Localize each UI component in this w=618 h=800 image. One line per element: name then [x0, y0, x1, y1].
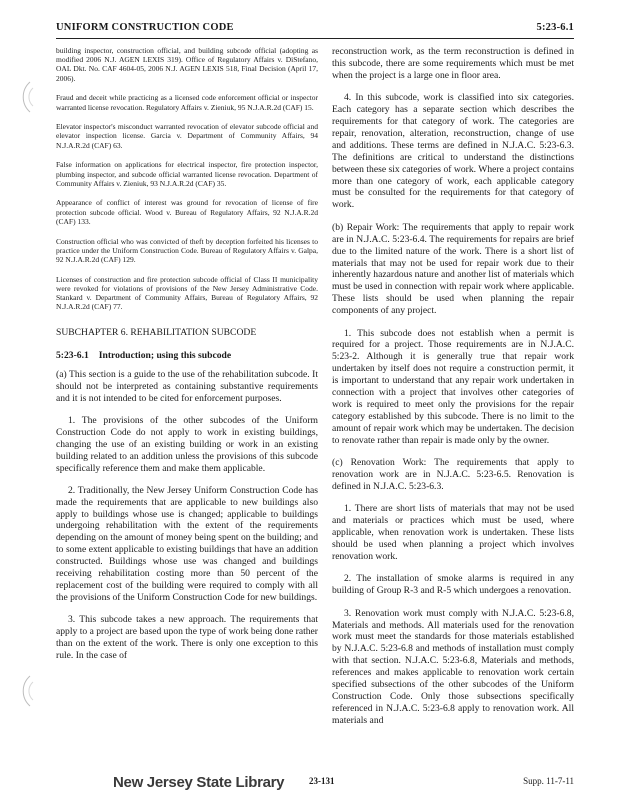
case-annotation: building inspector, construction official, and building subcode official (adopting as modified 2006 N.J. AGEN LEXIS 319). Office of Regulatory Affairs v. DiStefano, OAL Dkt. No. CAF 4604-05, 2006 N.J. AGEN LEXIS 518, Final Decision (April 17, 2006). [56, 46, 318, 83]
page-number: 23-131 [309, 776, 335, 786]
left-column [56, 46, 318, 671]
binder-hole-marks [0, 0, 40, 800]
body-paragraph: reconstruction work, as the term reconstruction is defined in this subcode, there are some requirements which must be met when the project is a large one in floor area. [332, 46, 574, 81]
body-paragraph: 3. Renovation work must comply with N.J.A.C. 5:23-6.8, Materials and methods. All materials used for the renovation work must meet the standards for those materials established by N.J.A.C. 5:23-6.8 and methods of installation must comply with that section. N.J.A.C. 5:23-6.8, Materials and methods, references and makes applicable to renovation work certain specified subsections of the other subcodes of the Uniform Construction Code. Only those subsections specifically referenced in N.J.A.C. 5:23-6.8 apply to renovation work. All materials and [332, 607, 574, 726]
running-header [56, 22, 574, 39]
body-paragraph: 1. This subcode does not establish when a permit is required for a project. Those requirements are in N.J.A.C. 5:23-2. Although it is generally true that repair work undertaken by itself does not require a construction permit, it is important to understand that any repair work undertaken in connection with a project that involves other categories of work is required to meet only the provisions for the repair category established by this subcode. There is no limit to the amount of repair work which may be undertaken. The decision to renovate rather than repair is made only by the owner. [332, 327, 574, 446]
body-paragraph: (c) Renovation Work: The requirements that apply to renovation work are in N.J.A.C. 5:23-6.5. Renovation is defined in N.J.A.C. 5:23-6.3. [332, 457, 574, 492]
section-title: Introduction; using this subcode [98, 350, 232, 362]
section-number: 5:23-6.1 [56, 350, 89, 362]
body-paragraph: 3. This subcode takes a new approach. The requirements that apply to a project are based upon the type of work being done rather than on the extent of the work. There is only one exception to this rule. In the case of [56, 613, 318, 661]
body-paragraph: 2. The installation of smoke alarms is required in any building of Group R-3 and R-5 which undergoes a renovation. [332, 573, 574, 597]
case-annotation: Fraud and deceit while practicing as a licensed code enforcement official or inspector warranted license revocation. Regulatory Affairs v. Zieniuk, 95 N.J.A.R.2d (CAF) 15. [56, 93, 318, 112]
section-intro-paragraph: (a) This section is a guide to the use of the rehabilitation subcode. It should not be interpreted as containing substantive requirements and it is not intended to be cited for enforcement purposes. [56, 369, 318, 405]
header-section-number: 5:23-6.1 [536, 22, 574, 33]
body-paragraph: 2. Traditionally, the New Jersey Uniform Construction Code has made the requirements that are applicable to new buildings also apply to buildings whose use is changed; applicable to buildings undergoing rehabilitation with the extent of the requirements depending on the amount of money being spent on the building; and to some extent applicable to existing buildings that have an addition constructed. Buildings whose use was changed and buildings receiving rehabilitation costing more than 50 percent of the replacement cost of the building were required to comply with all the provisions of the Uniform Construction Code for new buildings. [56, 484, 318, 603]
case-annotation: Elevator inspector's misconduct warranted revocation of elevator subcode official and elevator inspection license. Garcia v. Department of Community Affairs, 94 N.J.A.R.2d (CAF) 63. [56, 122, 318, 150]
body-paragraph: 1. The provisions of the other subcodes of the Uniform Construction Code do not apply to work in existing buildings, changing the use of an existing building or work in an existing building related to an addition unless the provisions of this subcode specifically reference them and make them applicable. [56, 415, 318, 474]
subchapter-heading: SUBCHAPTER 6. REHABILITATION SUBCODE [56, 327, 257, 339]
library-watermark: New Jersey State Library [113, 774, 285, 791]
case-annotation: Licenses of construction and fire protection subcode official of Class II municipality were revoked for violations of provisions of the New Jersey Administrative Code. Stankard v. Department of Community Affairs, Bureau of Regulatory Affairs, 92 N.J.A.R.2d (CAF) 77. [56, 274, 318, 312]
section-heading [56, 350, 318, 361]
right-column [332, 46, 574, 737]
case-annotation: Appearance of conflict of interest was ground for revocation of license of fire protection subcode official. Wood v. Bureau of Regulatory Affairs, 92 N.J.A.R.2d (CAF) 133. [56, 198, 318, 226]
body-paragraph: (b) Repair Work: The requirements that apply to repair work are in N.J.A.C. 5:23-6.4. The requirements for repairs are brief due to the limited nature of the work. There is a short list of materials that may not be used for repair work due to their inherently hazardous nature and another list of materials which must be used in connection with repair work where applicable. These lists should be used when planning the repair components of any project. [332, 221, 574, 317]
header-title: UNIFORM CONSTRUCTION CODE [56, 22, 234, 33]
body-paragraph: 1. There are short lists of materials that may not be used and materials or practices which must be used, where applicable, when renovation work is undertaken. These lists should be used when planning a project which involves renovation work. [332, 503, 574, 562]
supplement-date: Supp. 11-7-11 [523, 776, 574, 786]
body-paragraph: 4. In this subcode, work is classified into six categories. Each category has a separate section which describes the requirements for that category of work. The categories are repair, renovation, alteration, reconstruction, change of use and additions. These terms are defined in N.J.A.C. 5:23-6.3. The definitions are critical to understand the distinctions between these six categories of work. Where a project contains more than one category of work, each applicable category must be consulted for the requirements for that category of work. [332, 92, 574, 211]
case-annotation: Construction official who was convicted of theft by deception forfeited his licenses to practice under the Uniform Construction Code. Bureau of Regulatory Affairs v. Galpa, 92 N.J.A.R.2d (CAF) 129. [56, 236, 318, 264]
case-annotation: False information on applications for electrical inspector, fire protection inspector, plumbing inspector, and subcode official warranted license revocation. Department of Community Affairs v. Zieniuk, 93 N.J.A.R.2d (CAF) 35. [56, 160, 318, 188]
